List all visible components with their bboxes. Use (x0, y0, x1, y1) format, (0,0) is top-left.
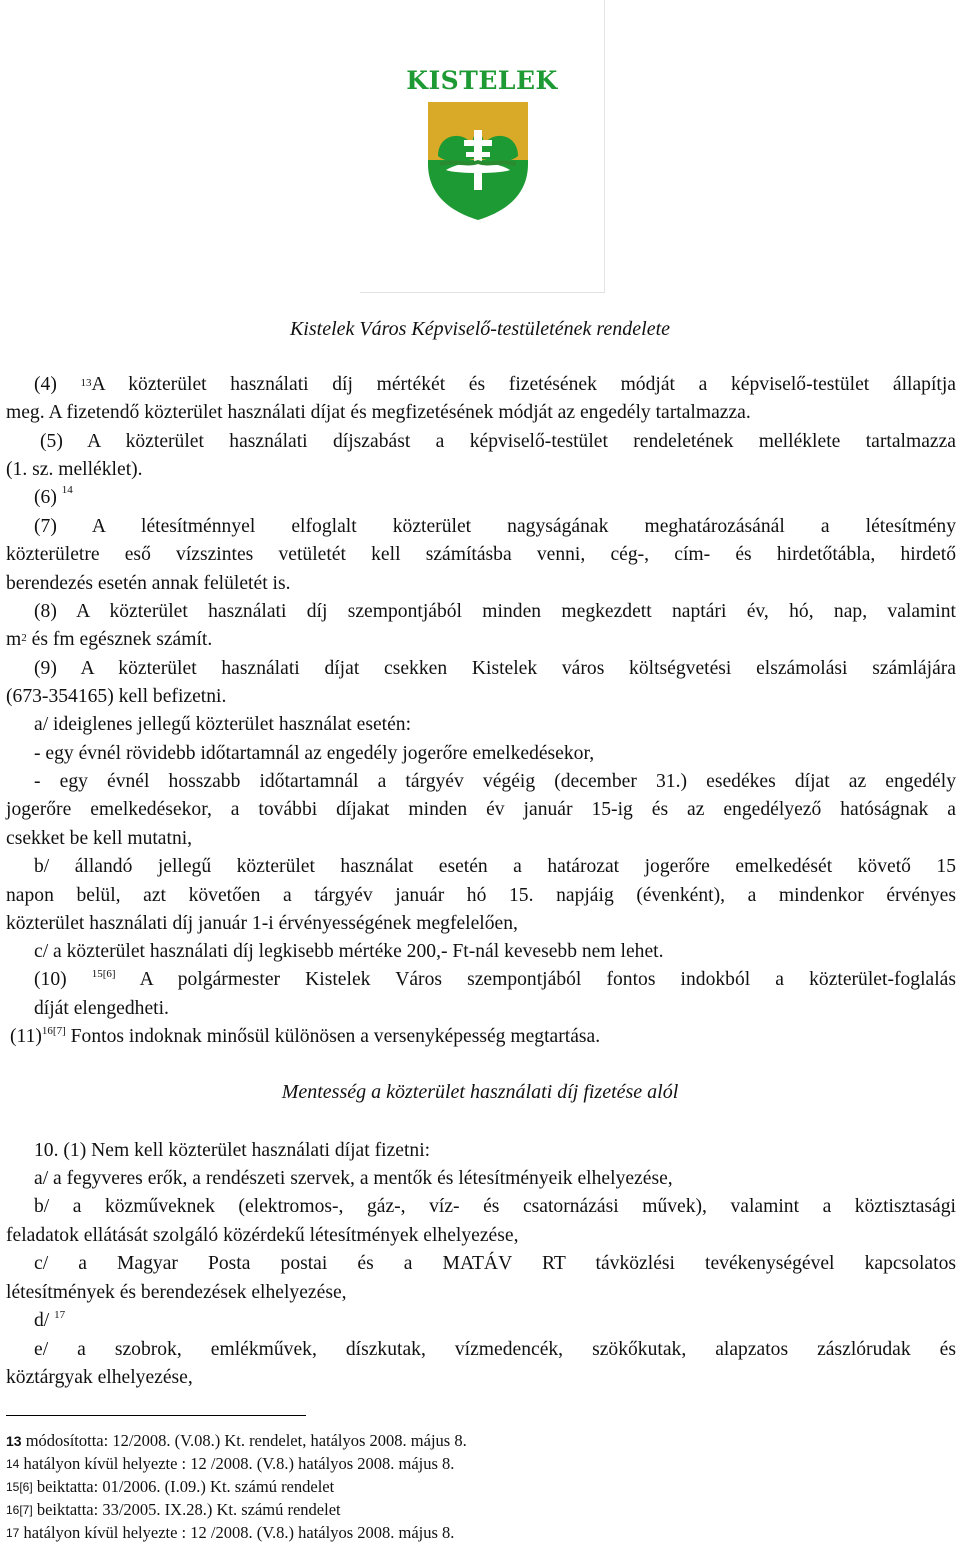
item-b-line-2: napon belül, azt követően a tárgyév január hó 15. napjáig (évenként), a mindenkor érvényes (6, 885, 956, 906)
paragraph-7-line-1: (7) A létesítménnyel elfoglalt közterület nagyságának meghatározásánál a létesítmény (34, 516, 956, 537)
exemption-a: a/ a fegyveres erők, a rendészeti szervek, a mentők és létesítményeik elhelyezése, (34, 1168, 673, 1189)
footnote-ref-15[interactable]: 15[6] (91, 968, 116, 980)
footnote-divider (6, 1415, 306, 1416)
footnote-ref-16[interactable]: 16[7] (41, 1025, 66, 1037)
footnote-17: $^{17}$ hatályon kívül helyezte : 12 /2008. (V.8.) hatályos 2008. május 8. (6, 1523, 455, 1542)
item-a: a/ ideiglenes jellegű közterület használat esetén: (34, 714, 412, 735)
item-a-2-line-2: jogerőre emelkedésekor, a további díjakat minden év január 15-ig és az engedélyező hatóságnak a (6, 799, 956, 820)
paragraph-8-line-1: (8) A közterület használati díj szempontjából minden megkezdett naptári év, hó, nap, valamint (34, 601, 956, 622)
exemption-c-line-1: c/ a Magyar Posta postai és a MATÁV RT távközlési tevékenységével kapcsolatos (34, 1253, 956, 1274)
item-c: c/ a közterület használati díj legkisebb mértéke 200,- Ft-nál kevesebb nem lehet. (34, 941, 664, 962)
exemption-b-line-1: b/ a közműveknek (elektromos-, gáz-, víz- és csatornázási művek), valamint a köztisztasági (34, 1196, 956, 1217)
exemption-c-line-2: létesítmények és berendezések elhelyezése, (6, 1282, 347, 1303)
logo-frame (360, 0, 605, 293)
paragraph-11: $(11)^{16[7]}$ Fontos indoknak minősül különösen a versenyképesség megtartása. (10, 1025, 601, 1047)
coat-of-arms-icon (426, 100, 530, 222)
exemption-d: d/ $^{17}$ (34, 1309, 66, 1331)
item-a-2-line-3: csekket be kell mutatni, (6, 828, 193, 849)
item-b-line-1: b/ állandó jellegű közterület használat esetén a határozat jogerőre emelkedését követő 15 (34, 856, 956, 877)
footnote-ref-14[interactable]: 14 (61, 484, 73, 496)
exemption-e-line-1: e/ a szobrok, emlékművek, díszkutak, vízmedencék, szökőkutak, alapzatos zászlórudak és (34, 1339, 956, 1360)
section-heading-exemption: Mentesség a közterület használati díj fizetése alól (281, 1081, 679, 1103)
paragraph-9-line-1: (9) A közterület használati díjat csekken Kistelek város költségvetési elszámolási számlájára (34, 658, 956, 679)
paragraph-4-line-2: meg. A fizetendő közterület használati díjat és megfizetésének módját az engedély tartalmazza. (6, 402, 751, 423)
paragraph-10-line-1: (10) $^{15[6]}$ A polgármester Kistelek Város szempontjából fontos indokból a közterület-foglalás (34, 968, 956, 990)
item-a-1: - egy évnél rövidebb időtartamnál az engedély jogerőre emelkedésekor, (34, 743, 595, 764)
footnote-16: $^{16[7]}$ beiktatta: 33/2005. IX.28.) Kt. számú rendelet (6, 1500, 341, 1519)
footnote-ref-17[interactable]: 17 (54, 1309, 66, 1321)
regulation-title: Kistelek Város Képviselő-testületének rendelete (289, 318, 671, 340)
paragraph-10-line-2: díját elengedheti. (34, 998, 169, 1019)
footnote-14: $^{14}$ hatályon kívül helyezte : 12 /2008. (V.8.) hatályos 2008. május 8. (6, 1454, 455, 1473)
paragraph-9-line-2: (673-354165) kell befizetni. (6, 686, 227, 707)
section-10-para-1: 10. (1) Nem kell közterület használati díjat fizetni: (34, 1140, 431, 1161)
item-a-2-line-1: - egy évnél hosszabb időtartamnál a tárgyév végéig (december 31.) esedékes díjat az engedély (34, 771, 956, 792)
footnote-ref-13[interactable]: 13 (80, 377, 92, 389)
paragraph-7-line-2: közterületre eső vízszintes vetületét kell számításba venni, cég-, cím- és hirdetőtábla, hirdető (6, 544, 956, 565)
exemption-e-line-2: köztárgyak elhelyezése, (6, 1367, 193, 1388)
paragraph-6: (6) $^{14}$ (34, 484, 73, 508)
paragraph-5-line-2: (1. sz. melléklet). (6, 459, 143, 480)
footnote-15: $^{15[6]}$ beiktatta: 01/2006. (I.09.) Kt. számú rendelet (6, 1477, 335, 1496)
footnote-13: $^{13}$ módosította: 12/2008. (V.08.) Kt. rendelet, hatályos 2008. május 8. (6, 1431, 467, 1450)
paragraph-8-line-2: $m^2$ és fm egésznek számít. (6, 629, 213, 650)
paragraph-5-line-1: (5) A közterület használati díjszabást a képviselő-testület rendeletének melléklete tartalmazza (40, 431, 956, 452)
exemption-b-line-2: feladatok ellátását szolgáló közérdekű létesítmények elhelyezése, (6, 1225, 519, 1246)
logo-wordmark: KISTELEK (406, 66, 558, 95)
paragraph-7-line-3: berendezés esetén annak felületét is. (6, 573, 291, 594)
item-b-line-3: közterület használati díj január 1-i érvényességének megfelelően, (6, 913, 518, 934)
paragraph-4-line-1: (4) $^{13}$A közterület használati díj mértékét és fizetésének módját a képviselő-testület állapítja (34, 374, 956, 395)
